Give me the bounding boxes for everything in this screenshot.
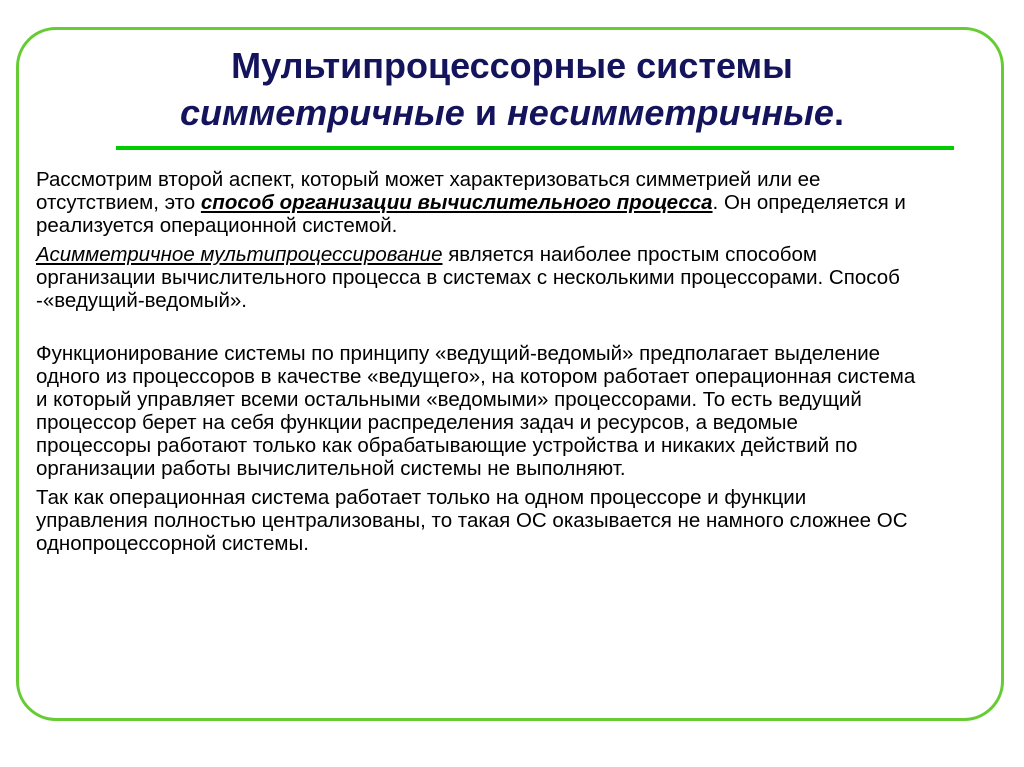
title-symmetric: симметричные [180,92,465,133]
paragraph-aspect [36,168,916,237]
paragraph-asymmetric [36,243,916,312]
slide-body [36,168,916,561]
paragraph-aspect-text: Рассмотрим второй аспект, который может характеризоваться симметрией или ее отсутствием, это [36,168,821,214]
paragraph-asymmetric-text: является наиболее простым способом организации вычислительного процесса в системах с несколькими процессорами. Способ -«ведущий-ведомый». [36,243,900,312]
slide-title [60,42,964,136]
title-line-1: Мультипроцессорные системы [231,45,793,86]
term-asymmetric-multiprocessing: Асимметричное мультипроцессирование [36,243,443,266]
paragraph-conclusion: Так как операционная система работает только на одном процессоре и функции управления полностью централизованы, то такая ОС оказывается не намного сложнее ОС однопроцессорной системы. [36,486,908,555]
paragraph-master-slave: Функционирование системы по принципу «ведущий-ведомый» предполагает выделение одного из процессоров в качестве «ведущего», на котором работает операционная система и который управляет всеми остальными «ведомыми» процессорами. То есть ведущий процессор берет на себя функции распределения задач и ресурсов, а ведомые процессоры работают только как обрабатывающие устройства и никаких действий по организации работы вычислительной системы не выполняют. [36,342,916,480]
paragraph-aspect-tail: . Он определяется и реализуется операционной системой. [36,191,906,237]
title-line-2 [60,89,964,136]
title-conjunction: и [464,92,507,133]
title-period: . [833,92,844,133]
title-asymmetric: несимметричные [506,92,834,133]
term-process-organization: способ организации вычислительного процесса [200,191,713,214]
title-divider [116,146,954,150]
